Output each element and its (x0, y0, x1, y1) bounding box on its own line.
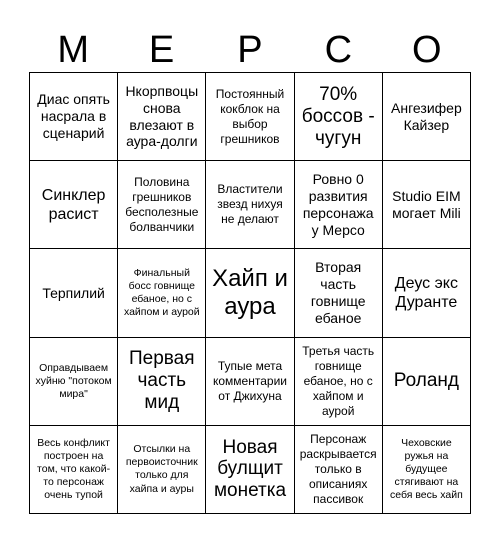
cell-text: Синклер расист (41, 186, 106, 223)
cell-text: Первая часть мид (129, 348, 195, 414)
cell-text: Третья часть говнище ебаное, но с хайпом и аурой (302, 343, 375, 418)
bingo-cell[interactable] (206, 249, 294, 337)
bingo-cell[interactable] (206, 338, 294, 426)
cell-text: Весь конфликт построен на том, что какой-то персонаж очень тупой (37, 436, 111, 502)
bingo-cell[interactable] (383, 249, 471, 337)
header-letter-1: M (57, 29, 90, 71)
bingo-cell[interactable] (30, 426, 118, 514)
cell-text: Финальный босс говнище ебаное, но с хайпом и аурой (123, 266, 200, 319)
bingo-cell[interactable] (30, 338, 118, 426)
header-letter-5: O (411, 29, 442, 71)
bingo-cell[interactable] (206, 73, 294, 161)
cell-text: Хайп и аура (212, 265, 288, 320)
bingo-cell[interactable] (383, 73, 471, 161)
cell-text: Половина грешников бесполезные болванчики (125, 174, 199, 234)
bingo-cell[interactable] (118, 73, 206, 161)
bingo-cell[interactable] (206, 161, 294, 249)
cell-text: Персонаж раскрывается только в описаниях пассивок (299, 431, 377, 506)
cell-text: Нкорпвоцы снова влезают в аура-долги (125, 83, 199, 150)
header-letter-2: E (148, 29, 175, 71)
cell-text: Диас опять насрала в сценарий (37, 91, 110, 141)
bingo-cell[interactable] (383, 426, 471, 514)
bingo-cell[interactable] (206, 426, 294, 514)
bingo-cell[interactable] (295, 338, 383, 426)
bingo-cell[interactable] (295, 73, 383, 161)
bingo-cell[interactable] (383, 161, 471, 249)
cell-text: Новая булщит монетка (213, 436, 287, 502)
cell-text: Вторая часть говнище ебаное (310, 259, 366, 326)
cell-text: 70% боссов - чугун (301, 83, 375, 149)
cell-text: Ангезифер Кайзер (391, 99, 462, 133)
bingo-cell[interactable] (30, 73, 118, 161)
bingo-cell[interactable] (118, 338, 206, 426)
bingo-cell[interactable] (30, 161, 118, 249)
bingo-cell[interactable] (295, 161, 383, 249)
cell-text: Роланд (393, 370, 459, 392)
bingo-cell[interactable] (295, 426, 383, 514)
bingo-cell[interactable] (30, 249, 118, 337)
bingo-cell[interactable] (118, 249, 206, 337)
cell-text: Постоянный кокблок на выбор грешников (215, 86, 285, 146)
bingo-grid (29, 72, 471, 514)
bingo-cell[interactable] (118, 161, 206, 249)
cell-text: Studio EIM могает Mili (392, 187, 461, 221)
header-letter-3: P (237, 29, 263, 71)
cell-text: Властители звезд нихуя не делают (217, 182, 283, 227)
cell-text: Ровно 0 развития персонажа у Мерсо (302, 171, 374, 238)
cell-text: Терпилий (42, 284, 105, 301)
bingo-header (29, 27, 471, 73)
cell-text: Тупые мета комментарии от Джихуна (213, 358, 287, 403)
header-letter-4: C (324, 29, 353, 71)
bingo-cell[interactable] (118, 426, 206, 514)
cell-text: Оправдываем хуйню "потоком мира" (35, 361, 112, 400)
bingo-cell[interactable] (295, 249, 383, 337)
cell-text: Чеховские ружья на будущее стягивают на себя весь хайп (389, 436, 463, 502)
bingo-cell[interactable] (383, 338, 471, 426)
cell-text: Деус экс Дуранте (394, 274, 458, 311)
cell-text: Отсылки на первоисточник только для хайпа и ауры (125, 443, 198, 495)
